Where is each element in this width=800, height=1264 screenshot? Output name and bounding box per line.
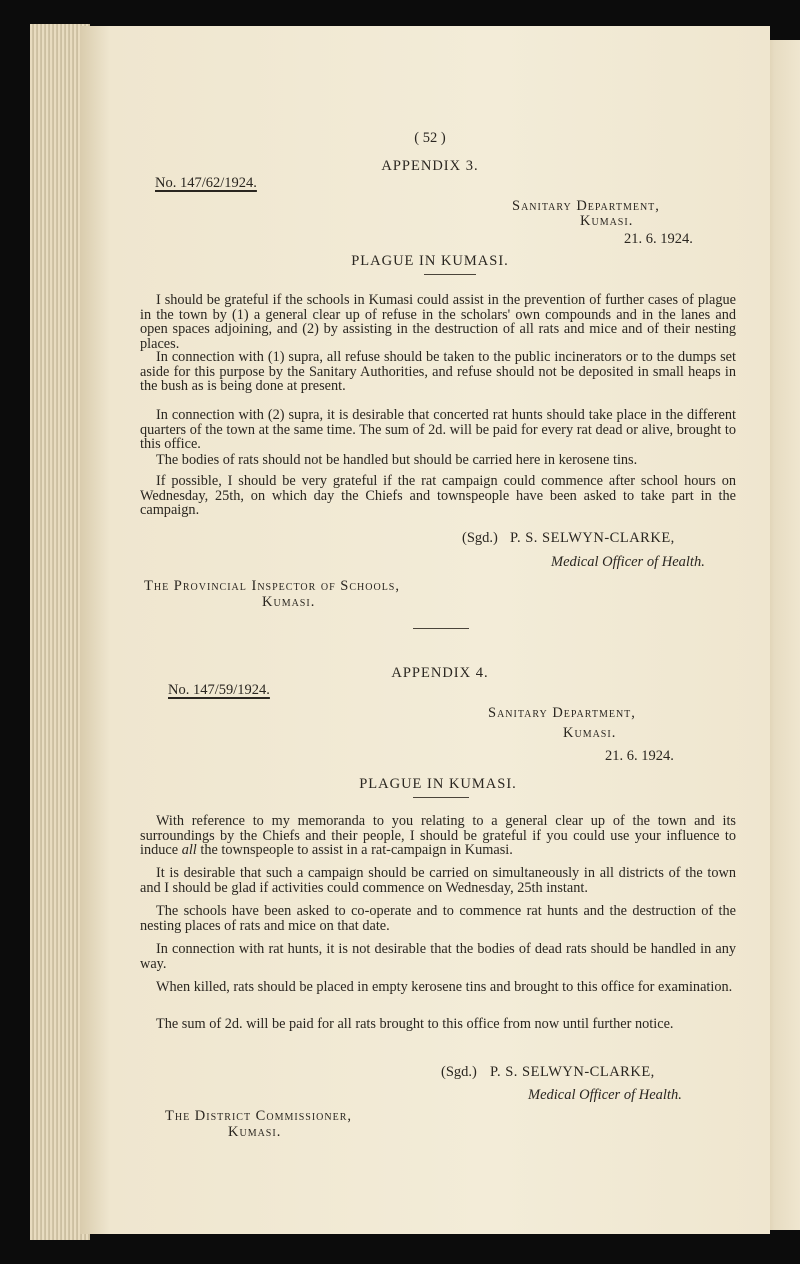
appendix-3-paragraph	[140, 293, 736, 351]
addressee-line-2: Kumasi.	[228, 1124, 282, 1140]
addressee-line-1: The District Commissioner,	[165, 1108, 352, 1124]
sgd-label: (Sgd.)	[441, 1064, 477, 1080]
paragraph-text: In connection with rat hunts, it is not desirable that the bodies of dead rats should be handled in any way.	[140, 941, 736, 972]
appendix-3-paragraph	[140, 350, 736, 394]
signatory-role: Medical Officer of Health.	[551, 554, 705, 570]
addressee-line-1: The Provincial Inspector of Schools,	[144, 578, 400, 594]
appendix-4-paragraph	[140, 1017, 736, 1032]
paragraph-text: In connection with (2) supra, it is desirable that concerted rat hunts should take place in the different quarters of the town at the same time. The sum of 2d. will be paid for every rat dead or alive, brought to this office.	[140, 407, 736, 452]
paragraph-text: In connection with (1) supra, all refuse should be taken to the public incinerators or to the dumps set aside for this purpose by the Sanitary Authorities, and refuse should not be deposited in small heaps in the bush as is being done at present.	[140, 349, 736, 394]
sgd-label: (Sgd.)	[462, 530, 498, 546]
paragraph-text: If possible, I should be very grateful if the rat campaign could commence after school hours on Wednesday, 25th, on which day the Chiefs and townspeople have been asked to take part in the campaign.	[140, 473, 736, 518]
signatory-role: Medical Officer of Health.	[528, 1087, 682, 1103]
appendix-4-title: APPENDIX 4.	[391, 665, 489, 681]
book-page	[80, 26, 770, 1234]
appendix-4-paragraph	[140, 980, 736, 995]
paragraph-text-part: the townspeople to assist in a rat-campaign in Kumasi.	[196, 842, 513, 858]
appendix-3-title: APPENDIX 3.	[381, 158, 479, 174]
signatory-name: P. S. SELWYN-CLARKE,	[490, 1064, 655, 1080]
paragraph-text-part: With reference to my memoranda to you relating to a general clear up of the town and its surroundings by the Chiefs and their people, I should be grateful if you could use your influence to induce	[140, 813, 736, 858]
appendix-4-paragraph	[140, 942, 736, 971]
appendix-3-heading: PLAGUE IN KUMASI.	[351, 253, 509, 269]
section-divider-rule	[413, 628, 469, 629]
appendix-4-date: 21. 6. 1924.	[605, 748, 674, 764]
heading-rule	[413, 797, 469, 798]
paragraph-text: It is desirable that such a campaign should be carried on simultaneously in all districts of the town and I should be glad if activities could commence on Wednesday, 25th instant.	[140, 865, 736, 896]
appendix-4-department: Sanitary Department,	[488, 705, 636, 721]
paragraph-text	[140, 814, 736, 858]
appendix-4-paragraph	[140, 866, 736, 895]
appendix-4-place: Kumasi.	[563, 725, 617, 741]
appendix-3-paragraph	[140, 453, 736, 468]
appendix-3-department: Sanitary Department,	[512, 198, 660, 214]
heading-rule	[424, 274, 476, 275]
appendix-3-date: 21. 6. 1924.	[624, 231, 693, 247]
paragraph-text: The bodies of rats should not be handled but should be carried here in kerosene tins.	[156, 452, 638, 468]
signatory-name: P. S. SELWYN-CLARKE,	[510, 530, 675, 546]
appendix-4-paragraph	[140, 904, 736, 933]
addressee-line-2: Kumasi.	[262, 594, 316, 610]
appendix-4-paragraph	[140, 814, 736, 858]
appendix-4-reference-number: No. 147/59/1924.	[168, 682, 270, 698]
appendix-3-paragraph	[140, 408, 736, 452]
appendix-3-paragraph	[140, 474, 736, 518]
appendix-4-heading: PLAGUE IN KUMASI.	[359, 776, 517, 792]
paragraph-text: The sum of 2d. will be paid for all rats brought to this office from now until further notice.	[156, 1016, 674, 1032]
paragraph-text: I should be grateful if the schools in Kumasi could assist in the prevention of further cases of plague in the town by (1) a general clear up of refuse in the scholars' own compounds and in the lanes and open spaces adjoining, and (2) by assisting in the destruction of all rats and mice and of their nesting places.	[140, 292, 736, 352]
appendix-3-reference-number: No. 147/62/1924.	[155, 175, 257, 191]
appendix-3-place: Kumasi.	[580, 213, 634, 229]
page-number: ( 52 )	[414, 130, 446, 146]
paragraph-text: When killed, rats should be placed in empty kerosene tins and brought to this office for examination.	[156, 979, 733, 995]
paragraph-text: The schools have been asked to co-operate and to commence rat hunts and the destruction of the nesting places of rats and mice on that date.	[140, 903, 736, 934]
emphasis-text: all	[181, 842, 197, 858]
